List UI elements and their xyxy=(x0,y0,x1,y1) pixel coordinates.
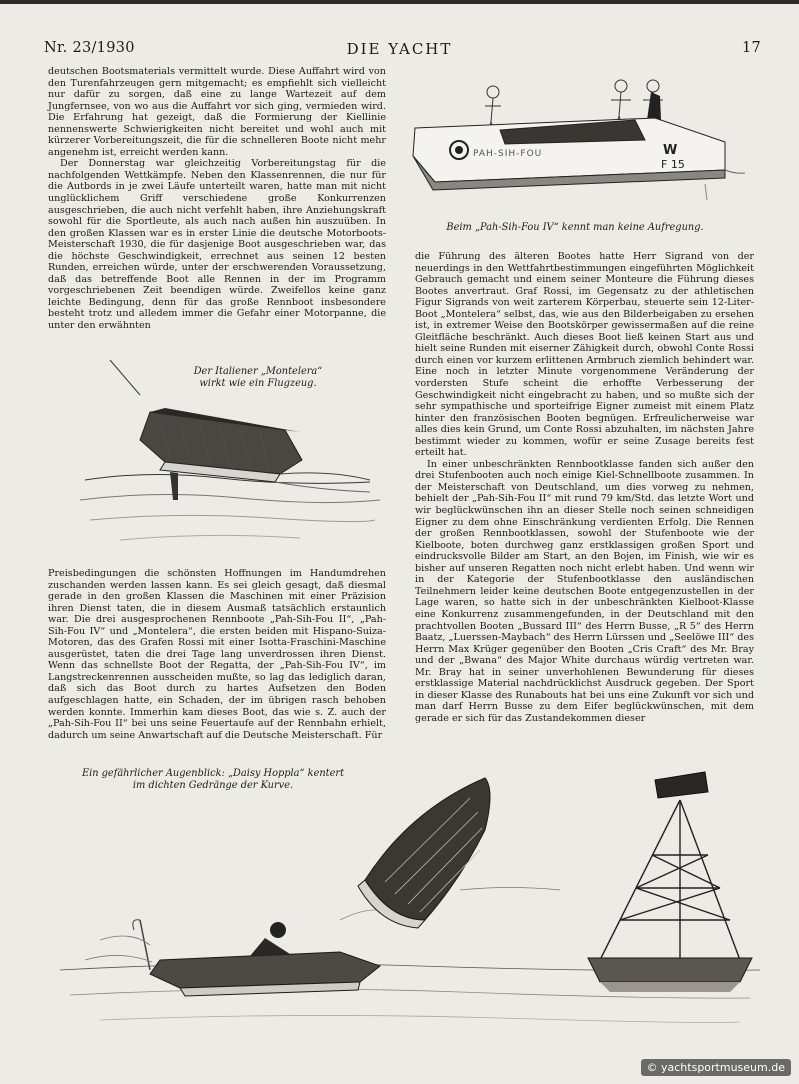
left-column-top-text xyxy=(48,66,386,346)
left-column-middle-text xyxy=(48,568,386,750)
daisy-hoppla-caption: Ein gefährlicher Augenblick: „Daisy Hoppla“ kentert im dichten Gedränge der Kurve. xyxy=(81,768,345,791)
watermark-badge: © yachtsportmuseum.de xyxy=(641,1059,791,1076)
hull-number: F 15 xyxy=(661,158,685,171)
page-number: 17 xyxy=(741,40,761,56)
hull-name: PAH-SIH-FOU xyxy=(473,149,543,159)
paragraph: Der Donnerstag war gleichzeitig Vorbereitungstag für die nachfolgenden Wettkämpfe. Neben den Klassenrennen, die nur für die Autbords in je zwei Läufe unterteilt waren, hatte man mit nicht unglücklichem Griff verschiedene große Konkurrenzen ausgeschrieben, die auch nicht verfehlt haben, ihre Anziehungskraft sowohl für die Sportleute, als auch nach außen hin auszuüben. In den großen Klassen war es in erster Linie die deutsche Motorboots-Meisterschaft 1930, die für dasjenige Boot ausgeschrieben war, das die höchste Geschwindigkeit, errechnet aus seinen 12 besten Runden, erreichen würde, unter der erschwerenden Voraussetzung, daß das betreffende Boot alle Rennen in der im Programm vorgeschriebenen Zeit beendigen würde. Zweifellos keine ganz leichte Bedingung, denn für das große Rennboot insbesondere besteht trotz und alledem immer die Gefahr einer Motorpanne, die unter den erwähnten xyxy=(48,158,386,332)
magazine-title: DIE YACHT xyxy=(346,40,453,58)
right-column-text xyxy=(415,251,754,751)
pah-sih-fou-boat-illustration xyxy=(405,70,750,220)
paragraph: deutschen Bootsmaterials vermittelt wurde. Diese Auffahrt wird von den Turenfahrzeugen gern mitgemacht; es empfiehlt sich vielleicht nur dafür zu sorgen, daß eine zu lange Wartezeit auf dem Jungfernsee, von wo aus die Auffahrt vor sich ging, vermieden wird. Die Erfahrung hat gezeigt, daß die Formierung der Kiellinie nennenswerte Schwierigkeiten nicht bereitet und wohl auch mit kürzerer Vorbereitungszeit, die für die schnelleren Boote nicht mehr angenehm ist, erreicht werden kann. xyxy=(48,66,386,158)
paragraph: die Führung des älteren Bootes hatte Herr Sigrand von der neuerdings in den Wettfahrtbestimmungen eingeführten Möglichkeit Gebrauch gemacht und einem seiner Monteure die Führung dieses Bootes anvertraut. Graf Rossi, im Gegensatz zu der athletischen Figur Sigrands von weit zarterem Körperbau, steuerte sein 12-Liter-Boot „Montelera“ selbst, das, wie aus den Bilderbeigaben zu ersehen ist, in extremer Weise den Bootskörper gewissermaßen auf die reine Gleitfläche beschränkt. Auch dieses Boot ließ keinen Start aus und hielt seine Runden mit eiserner Zähigkeit durch, obwohl Conte Rossi durch einen vor kurzem erlittenen Armbruch ziemlich behindert war. Eine noch in letzter Minute vorgenommene Veränderung der vordersten Stufe scheint die erhoffte Verbesserung der Geschwindigkeit nicht eingebracht zu haben, und so mußte sich der sehr sympathische und sporteifrige Eigner zumeist mit einem Platz hinter den französischen Booten begnügen. Erfreulicherweise war alles dies kein Grund, um Conte Rossi abzuhalten, im nächsten Jahre bestimmt wieder zu kommen, wofür er seine Zusage bereits fest erteilt hat. xyxy=(415,251,754,459)
hull-letter: W xyxy=(663,143,678,158)
paragraph: Preisbedingungen die schönsten Hoffnungen im Handumdrehen zuschanden werden lassen kann. Es sei gleich gesagt, daß diesmal gerade in den großen Klassen die Maschinen mit einer Präzision ihren Dienst taten, die in diesem Ausmaß tatsächlich erstaunlich war. Die drei ausgesprochenen Rennboote „Pah-Sih-Fou II“, „Pah-Sih-Fou IV“ und „Montelera“, die ersten beiden mit Hispano-Suiza-Motoren, das des Grafen Rossi mit einer Isotta-Fraschini-Maschine ausgerüstet, taten die drei Tage lang unverdrossen ihren Dienst. Wenn das schnellste Boot der Regatta, der „Pah-Sih-Fou IV“, im Langstreckenrennen ausscheiden mußte, so lag das lediglich daran, daß sich das Boot durch zu hartes Aufsetzen den Boden aufgeschlagen hatte, ein Schaden, der im übrigen rasch behoben werden konnte. Immerhin kam dieses Boot, das wie s. Z. auch der „Pah-Sih-Fou II“ bei uns seine Feuertaufe auf der Rennbahn erhielt, dadurch um seine Anwartschaft auf die Deutsche Meisterschaft. Für xyxy=(48,568,386,741)
capsizing-boat-illustration xyxy=(40,770,770,1060)
montelera-caption: Der Italiener „Montelera“ wirkt wie ein Flugzeug. xyxy=(193,366,323,389)
scan-top-edge xyxy=(0,0,799,4)
issue-number: Nr. 23/1930 xyxy=(44,40,135,56)
paragraph: In einer unbeschränkten Rennbootklasse fanden sich außer den drei Stufenbooten auch noch einige Kiel-Schnellboote zusammen. In der Meisterschaft von Deutschland, um dies vorweg zu nehmen, behielt der „Pah-Sih-Fou II“ mit rund 79 km/Std. das letzte Wort und wir beglückwünschen ihn an dieser Stelle noch seinen schneidigen Eigner zu dem ohne Einschränkung verdienten Erfolg. Die Rennen der großen Rennbootklassen, sowohl der Stufenboote wie der Kielboote, boten durchweg ganz erstklassigen großen Sport und eindrucksvolle Bilder am Start, an den Bojen, im Finish, wie wir es bisher auf unseren Regatten noch nicht erlebt haben. Und wenn wir in der Kategorie der Stufenbootklasse den ausländischen Teilnehmern leider keine deutschen Boote entgegenzustellen in der Lage waren, so hatte sich in der unbeschränkten Kielboot-Klasse eine Konkurrenz zusammengefunden, in der Deutschland mit den prachtvollen Booten „Bussard III“ des Herrn Busse, „R 5“ des Herrn Baatz, „Luerssen-Maybach“ des Herrn Lürssen und „Seelöwe III“ des Herrn Max Krüger gegenüber den Booten „Cris Craft“ des Mr. Bray und der „Bwana“ des Major White durchaus würdig vertreten war. Mr. Bray hat in seiner unverhohlenen Bewunderung für dieses erstklassige Material nachdrücklichst Ausdruck gegeben. Der Sport in dieser Klasse des Runabouts hat bei uns eine Zukunft vor sich und man darf Herrn Busse zu dem Eifer beglückwünschen, mit dem gerade er sich für das Zustandekommen dieser xyxy=(415,458,754,724)
montelera-boat-illustration xyxy=(70,350,390,560)
pah-sih-fou-caption: Beim „Pah-Sih-Fou IV“ kennt man keine Aufregung. xyxy=(446,222,704,233)
